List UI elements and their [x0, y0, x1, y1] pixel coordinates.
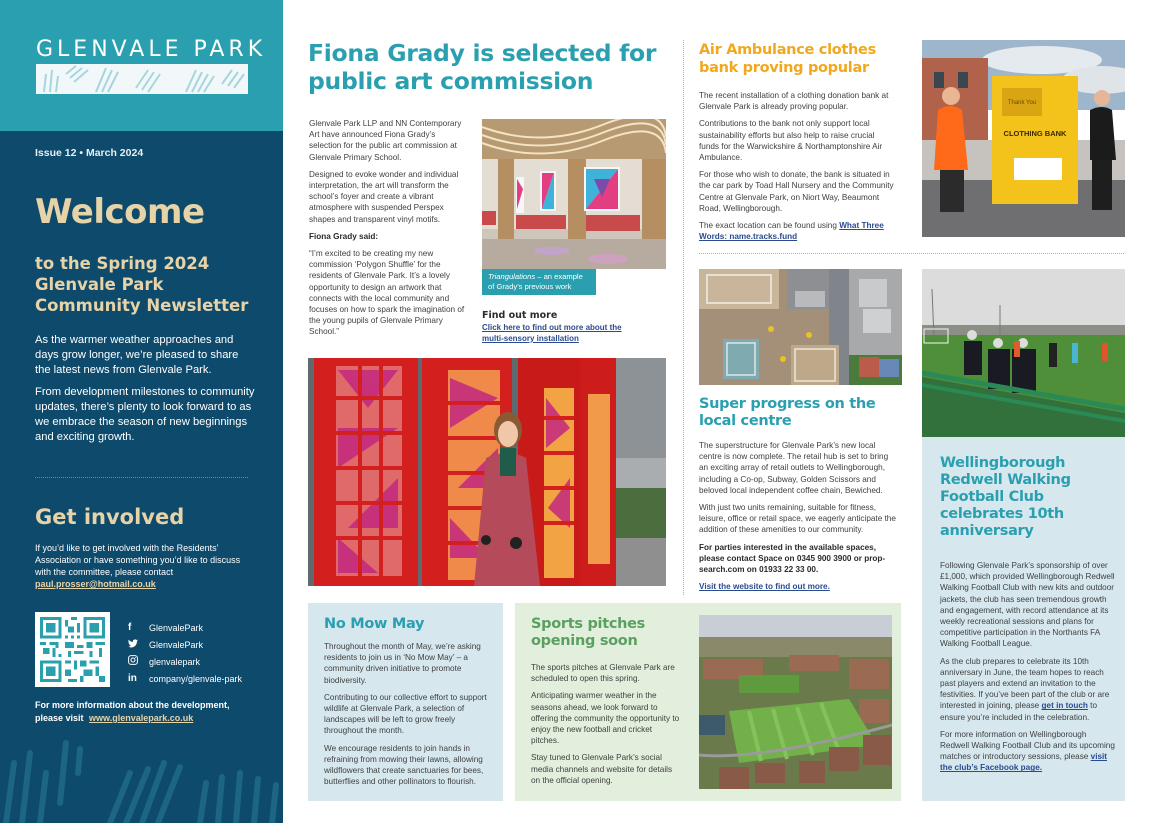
- quote-label: Fiona Grady said:: [309, 231, 379, 241]
- social-twitter[interactable]: [128, 636, 242, 653]
- social-instagram[interactable]: [128, 653, 242, 670]
- article-body: [531, 662, 681, 792]
- paragraph: Glenvale Park LLP and NN Contemporary Art have announced Fiona Grady’s selection for the public art commission at Glenvale Primary School.: [309, 119, 462, 162]
- svg-text:CLOTHING BANK: CLOTHING BANK: [1003, 129, 1067, 138]
- contact-details: For parties interested in the available spaces, please contact Space on 0345 900 3900 or prop-search.com on 01933 22 33 00.: [699, 542, 886, 575]
- paragraph: Anticipating warmer weather in the seasons ahead, we look forward to offering the community the opportunity to enjoy the new football and cricket pitches.: [531, 691, 680, 746]
- what-three-words-link[interactable]: What Three Words: name.tracks.fund: [699, 221, 884, 242]
- column-divider: [683, 40, 684, 595]
- social-handle: company/glenvale-park: [149, 673, 243, 684]
- paragraph: The recent installation of a clothing donation bank at Glenvale Park is already proving popular.: [699, 91, 889, 112]
- paragraph: We encourage residents to join hands in refraining from mowing their lawns, allowing wildflowers that create sanctuaries for bees, butterflies and other pollinators to flourish.: [324, 743, 484, 787]
- article-body: [699, 440, 899, 598]
- decorative-pattern: [0, 713, 283, 823]
- clothing-bank-photo: [922, 40, 1125, 237]
- find-out-more-heading: Find out more: [482, 310, 558, 321]
- article-body: [940, 560, 1115, 780]
- article-title: No Mow May: [324, 616, 425, 632]
- social-handle: GlenvalePark: [149, 639, 204, 650]
- paragraph: Designed to evoke wonder and individual interpretation, the art will transform the school’s foyer and create a vibrant atmosphere with suspended Perspex shapes and transparent vinyl motifs.: [309, 169, 459, 224]
- social-handle: GlenvalePark: [149, 622, 204, 633]
- paragraph: The superstructure for Glenvale Park’s new local centre is now complete. The retail hub is set to bring an exciting array of retail outlets to Wellingborough, including a Co-op, Subway, Golden Scissors and beloved local independent coffee chain, Bewiched.: [699, 441, 889, 495]
- walking-football-photo: [922, 269, 1125, 437]
- paragraph: With just two units remaining, suitable for fitness, leisure, office or retail space, we eagerly anticipate the addition of these amenities to our community.: [699, 503, 896, 535]
- welcome-title: Welcome: [35, 192, 205, 232]
- article-body: [309, 118, 469, 344]
- sports-pitches-aerial-photo: [699, 615, 892, 789]
- paragraph: The sports pitches at Glenvale Park are scheduled to open this spring.: [531, 663, 675, 684]
- facebook-icon: f: [128, 622, 132, 633]
- website-link[interactable]: www.glenvalepark.co.uk: [89, 713, 194, 723]
- get-involved-body: If you’d like to get involved with the Residents’ Association or have something you’d like to discuss with the committee, please contact: [35, 543, 241, 577]
- qr-code[interactable]: [35, 612, 110, 687]
- logo: GLENVALE PARK: [36, 37, 267, 62]
- paragraph: [699, 220, 894, 242]
- paragraph: [940, 656, 1115, 723]
- logo-pattern-band: [36, 64, 248, 94]
- social-links: [128, 619, 242, 687]
- divider: [35, 477, 248, 478]
- article-title: Sports pitches opening soon: [531, 616, 646, 649]
- triangulations-photo: [482, 119, 666, 269]
- caption-title: Triangulations: [488, 272, 536, 281]
- local-centre-website-link[interactable]: Visit the website to find out more.: [699, 582, 830, 592]
- social-handle: glenvalepark: [149, 656, 201, 667]
- paragraph: Contributions to the bank not only support local sustainability efforts but also help to raise crucial funds for the Warwickshire & Northamptonshire Air Ambulance.: [699, 119, 883, 163]
- sidebar: [0, 0, 283, 823]
- paragraph: [940, 729, 1115, 774]
- facebook-page-link[interactable]: visit the club’s Facebook page.: [940, 752, 1108, 773]
- svg-text:Thank You: Thank You: [1007, 100, 1037, 106]
- construction-site-aerial-photo: [699, 269, 902, 385]
- instagram-icon: [128, 655, 149, 668]
- text: to ensure you’re included in the celebration.: [940, 701, 1098, 722]
- article-title: Wellingborough Redwell Walking Football Club celebrates 10th anniversary: [940, 455, 1071, 539]
- masthead: [0, 0, 283, 131]
- intro-paragraph: As the warmer weather approaches and days grow longer, we’re pleased to share the latest news from Glenvale Park.: [35, 334, 239, 376]
- twitter-icon: [128, 639, 149, 651]
- article-title: Fiona Grady is selected for public art commission: [308, 39, 657, 95]
- photo-caption: [482, 269, 596, 295]
- section-divider: [699, 253, 1124, 254]
- paragraph: Throughout the month of May, we’re asking residents to join us in ‘No Mow May’ – a community driven initiative to promote biodiversity.: [324, 642, 481, 685]
- get-involved-text: [35, 542, 245, 590]
- article-title: Super progress on the local centre: [699, 396, 876, 429]
- paragraph: Contributing to our collective effort to support wildlife at Glenvale Park, a selection of landscapes will be left to grow freely throughout the month.: [324, 692, 487, 736]
- text: As the club prepares to celebrate its 10th anniversary in June, the team hopes to reach past players and extend an invitation to the festivities. If you’ve been part of the club or are interested in joining, please: [940, 656, 1110, 711]
- intro-paragraph: From development milestones to community updates, there’s plenty to look forward to as we embrace the season of new beginnings and exciting growth.: [35, 386, 255, 443]
- welcome-subtitle: to the Spring 2024 Glenvale Park Community Newsletter: [35, 254, 249, 315]
- paragraph: For those who wish to donate, the bank is situated in the car park by Toad Hall Nursery and the Community Centre at Glenvale Park, on Niort Way, Beaumont Road, Wellingborough.: [699, 170, 894, 213]
- paragraph: Stay tuned to Glenvale Park’s social media channels and website for details on the official opening.: [531, 753, 673, 785]
- article-title: Air Ambulance clothes bank proving popular: [699, 42, 876, 76]
- article-body: [324, 641, 496, 793]
- issue-date: Issue 12 • March 2024: [35, 147, 144, 159]
- fiona-grady-phone-box-photo: [308, 358, 666, 586]
- caption-text: – an example of Grady’s previous work: [488, 272, 583, 291]
- intro-text: [35, 333, 255, 452]
- installation-link[interactable]: Click here to find out more about the multi-sensory installation: [482, 323, 622, 343]
- linkedin-icon: in: [128, 673, 137, 684]
- text: For more information on Wellingborough Redwell Walking Football Club and its upcoming matches or introductory sessions, please: [940, 729, 1115, 762]
- contact-email-link[interactable]: paul.prosser@hotmail.co.uk: [35, 579, 156, 589]
- get-involved-title: Get involved: [35, 505, 185, 529]
- more-info-text: For more information about the development, please visit: [35, 700, 230, 723]
- social-linkedin[interactable]: [128, 670, 242, 687]
- location-text: The exact location can be found using: [699, 221, 840, 231]
- paragraph: Following Glenvale Park’s sponsorship of over £1,000, which provided Wellingborough Redwell Walking Football Club with new kits and outdoor jackets, the club has seen tremendous growth and engagement, with record attendance at its weekly recreational sessions and plans for competitive participation in the Northants FA Walking Football League.: [940, 561, 1115, 649]
- social-facebook[interactable]: [128, 619, 242, 636]
- get-in-touch-link[interactable]: get in touch: [1041, 701, 1088, 711]
- quote: “I’m excited to be creating my new commission ‘Polygon Shuffle’ for the residents of Glenvale Park. It’s a lovely opportunity to design an artwork that connects with the local community and focuses on how to spark the imagination of the young pupils of Glenvale Primary School.”: [309, 249, 465, 337]
- article-body: [699, 90, 894, 248]
